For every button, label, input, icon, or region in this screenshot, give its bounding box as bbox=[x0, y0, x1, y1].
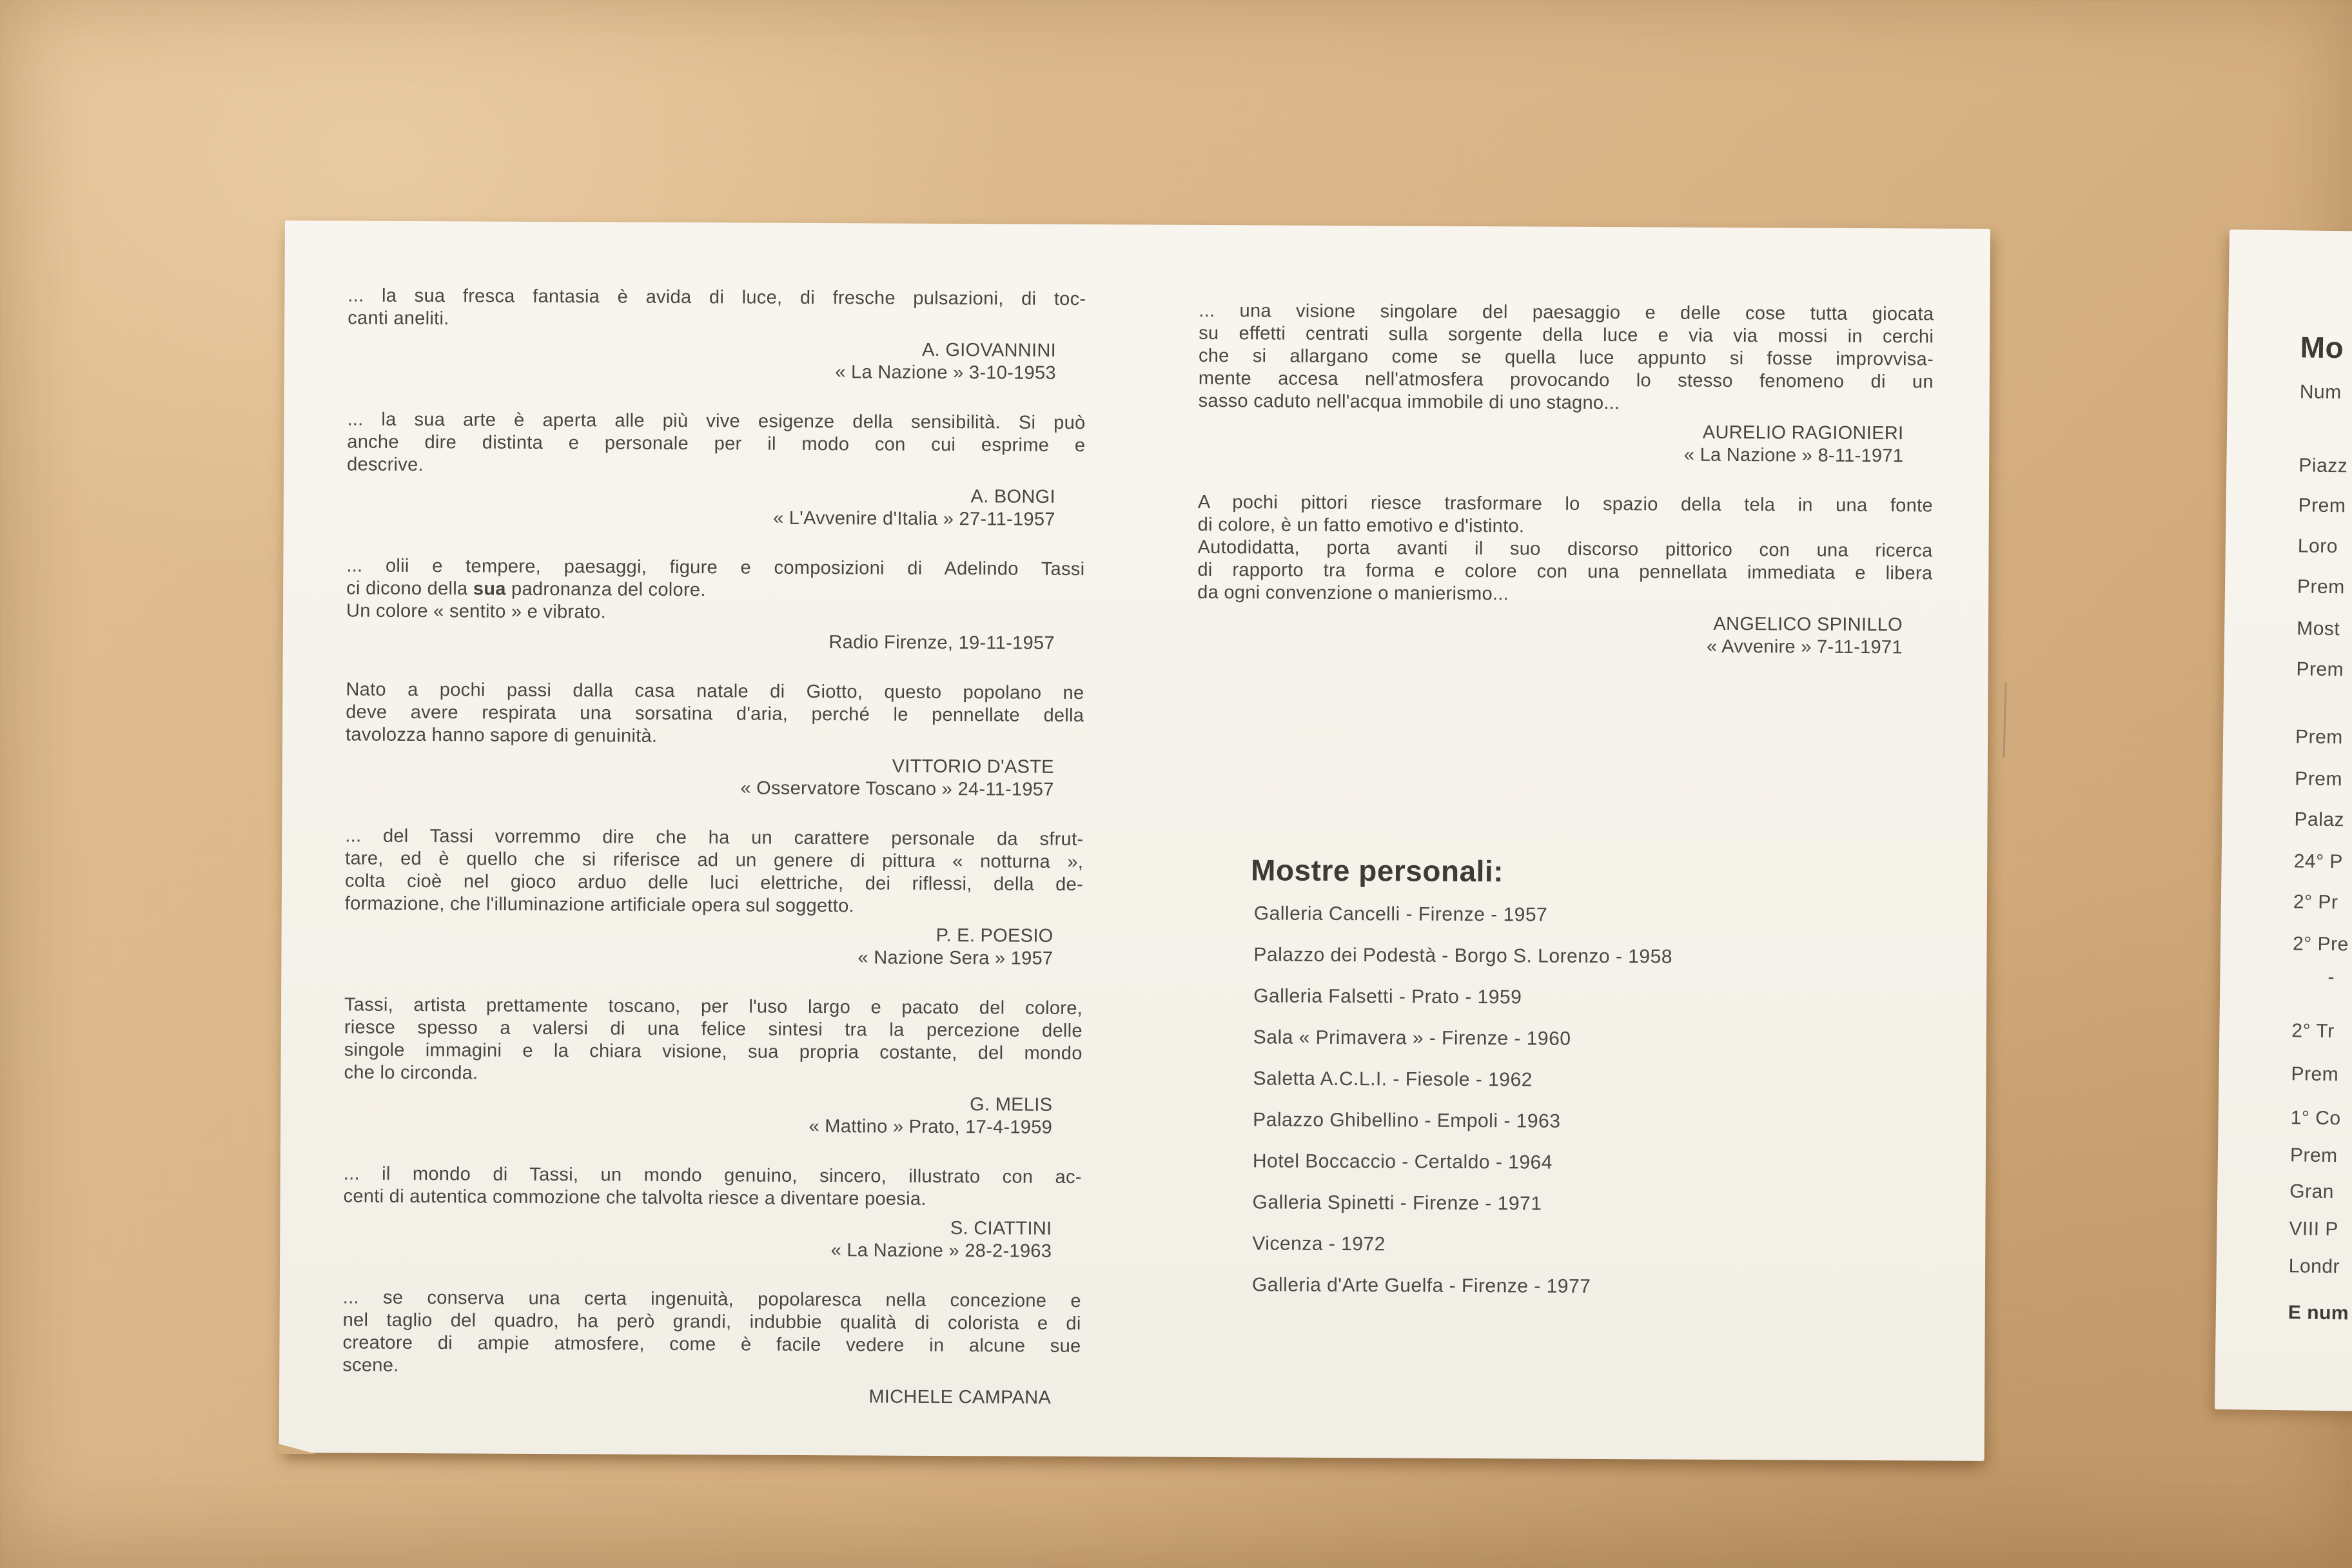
quote-attribution bbox=[347, 482, 1085, 531]
emphasized-word: sua bbox=[473, 578, 506, 600]
attribution-line: « La Nazione » 3-10-1953 bbox=[835, 362, 1056, 384]
mostre-item: Hotel Boccaccio - Certaldo - 1964 bbox=[1252, 1150, 1553, 1173]
right-sheet-fragment: Loro bbox=[2297, 535, 2338, 558]
attribution-line: MICHELE CAMPANA bbox=[868, 1386, 1052, 1408]
attribution-line: A. GIOVANNINI bbox=[921, 339, 1057, 361]
right-sheet-fragment: Num bbox=[2299, 381, 2342, 404]
attribution-line: VITTORIO D'ASTE bbox=[892, 756, 1054, 778]
quote-line: A pochi pittori riesce trasformare lo spazio della tela in una fonte bbox=[1197, 491, 1933, 516]
quote-line: tare, ed è quello che si riferisce ad un genere di pittura « notturna », bbox=[345, 848, 1084, 873]
quote-attribution bbox=[1198, 419, 1933, 468]
attribution-line: « L'Avvenire d'Italia » 27-11-1957 bbox=[772, 507, 1055, 530]
quote-block bbox=[344, 825, 1083, 970]
attribution-line: « La Nazione » 8-11-1971 bbox=[1683, 444, 1904, 467]
quote-line: ... del Tassi vorremmo dire che ha un carattere personale da sfrut- bbox=[345, 825, 1084, 850]
right-sheet-fragment: Palaz bbox=[2294, 808, 2345, 831]
quote-line: singole immagini e la chiara visione, sua propria costante, del mondo bbox=[344, 1039, 1083, 1064]
right-sheet-fragment: 24° P bbox=[2293, 850, 2344, 873]
quote-block bbox=[343, 1162, 1082, 1263]
quote-line: che si allargano come se quella luce appunto si fosse improvvisa- bbox=[1198, 345, 1934, 370]
attribution-line: « Avvenire » 7-11-1971 bbox=[1706, 636, 1903, 658]
quote-line: deve avere respirata una sorsatina d'aria, perché le pennellate della bbox=[346, 701, 1084, 727]
quote-line: riesce spesso a valersi di una felice sintesi tra la percezione delle bbox=[344, 1017, 1083, 1042]
attribution-line: « Osservatore Toscano » 24-11-1957 bbox=[740, 778, 1054, 800]
quote-line: Un colore « sentito » e vibrato. bbox=[346, 600, 607, 623]
quote-line: che lo circonda. bbox=[344, 1062, 478, 1084]
right-sheet-fragment: 2° Tr bbox=[2291, 1020, 2335, 1043]
right-quotes bbox=[1197, 300, 1934, 660]
quote-line: di rapporto tra forma e colore con una pennellata immediata e libera bbox=[1197, 559, 1933, 584]
quote-line: creatore di ampie atmosfere, come è facile vedere in alcune sue bbox=[342, 1332, 1081, 1357]
mostre-item: Galleria d'Arte Guelfa - Firenze - 1977 bbox=[1251, 1274, 1591, 1297]
quote-block bbox=[346, 554, 1085, 655]
mostre-heading: Mostre personali: bbox=[1250, 853, 1504, 888]
right-sheet-fragment: Prem bbox=[2297, 576, 2345, 598]
quote-attribution bbox=[348, 336, 1086, 385]
right-sheet-fragment: Prem bbox=[2295, 726, 2344, 749]
quote-attribution bbox=[1197, 611, 1932, 660]
right-sheet-fragment: Londr bbox=[2288, 1255, 2340, 1278]
quote-line: su effetti centrati sulla sorgente della luce e via via mossi in cerchi bbox=[1199, 322, 1934, 348]
quote-block bbox=[347, 408, 1086, 531]
right-sheet-fragment: Most bbox=[2297, 618, 2340, 640]
mostre-item: Palazzo Ghibellino - Empoli - 1963 bbox=[1253, 1109, 1561, 1132]
quote-line: Nato a pochi passi dalla casa natale di Giotto, questo popolano ne bbox=[346, 679, 1084, 704]
quote-attribution bbox=[346, 629, 1084, 655]
quote-line: da ogni convenzione o manierismo... bbox=[1197, 582, 1509, 605]
quote-text: padronanza del colore. bbox=[505, 578, 706, 601]
right-sheet-fragment: Prem bbox=[2295, 768, 2343, 790]
right-sheet-fragment: Prem bbox=[2291, 1063, 2339, 1086]
quote-line bbox=[346, 577, 1084, 603]
attribution-line: AURELIO RAGIONIERI bbox=[1702, 422, 1904, 444]
mostre-item: Galleria Falsetti - Prato - 1959 bbox=[1253, 985, 1522, 1008]
right-sheet-fragment: E num bbox=[2288, 1302, 2349, 1324]
right-sheet-fragment: Piazz bbox=[2298, 455, 2348, 477]
right-sheet-fragment: Prem bbox=[2298, 495, 2346, 517]
mostre-item: Vicenza - 1972 bbox=[1252, 1233, 1386, 1255]
quote-line: ... il mondo di Tassi, un mondo genuino, sincero, illustrato con ac- bbox=[343, 1163, 1082, 1188]
right-sheet-fragment: Gran bbox=[2289, 1181, 2335, 1203]
quote-line: ... la sua arte è aperta alle più vive esigenze della sensibilità. Si può bbox=[347, 409, 1086, 434]
attribution-line: A. BONGI bbox=[970, 486, 1055, 507]
quote-line: Autodidatta, porta avanti il suo discorso pittorico con una ricerca bbox=[1197, 536, 1933, 562]
quote-line: sasso caduto nell'acqua immobile di uno stagno... bbox=[1198, 390, 1620, 414]
mostre-item: Saletta A.C.L.I. - Fiesole - 1962 bbox=[1253, 1068, 1533, 1091]
quote-block bbox=[1198, 300, 1934, 468]
folded-corner bbox=[278, 1444, 317, 1454]
quote-line: formazione, che l'illuminazione artificiale opera sul soggetto. bbox=[344, 893, 855, 917]
quote-block bbox=[1197, 491, 1933, 660]
attribution-line: « Mattino » Prato, 17-4-1959 bbox=[808, 1115, 1053, 1138]
quote-line: mente accesa nell'atmosfera provocando lo stesso fenomeno di un bbox=[1198, 368, 1934, 393]
quote-line: descrive. bbox=[347, 454, 424, 476]
right-sheet-fragment: 2° Pre bbox=[2292, 933, 2349, 956]
attribution-line: ANGELICO SPINILLO bbox=[1713, 613, 1903, 636]
attribution-line: « La Nazione » 28-2-1963 bbox=[830, 1240, 1052, 1262]
right-sheet-fragment: 2° Pr bbox=[2293, 891, 2338, 914]
attribution-line: « Nazione Sera » 1957 bbox=[858, 947, 1054, 969]
mostre-item: Galleria Cancelli - Firenze - 1957 bbox=[1253, 903, 1548, 926]
quote-line: di colore, è un fatto emotivo e d'istinto. bbox=[1197, 514, 1525, 537]
right-sheet-fragment: 1° Co bbox=[2290, 1107, 2341, 1130]
quote-line: colta cioè nel gioco arduo delle luci elettriche, dei riflessi, della de- bbox=[344, 870, 1084, 896]
mostre-item: Galleria Spinetti - Firenze - 1971 bbox=[1252, 1191, 1542, 1215]
quote-block bbox=[348, 284, 1086, 385]
right-sheet-fragment: - bbox=[2328, 966, 2335, 988]
quote-line: ... la sua fresca fantasia è avida di luce, di fresche pulsazioni, di toc- bbox=[348, 285, 1086, 310]
mostre-item: Sala « Primavera » - Firenze - 1960 bbox=[1253, 1026, 1571, 1050]
right-column bbox=[1194, 300, 1934, 1309]
right-sheet-fragment: VIII P bbox=[2289, 1218, 2339, 1240]
mostre-item: Palazzo dei Podestà - Borgo S. Lorenzo - 1958 bbox=[1253, 944, 1673, 968]
quote-block bbox=[344, 994, 1083, 1139]
attribution-line: Radio Firenze, 19-11-1957 bbox=[828, 632, 1055, 654]
mostre-list bbox=[1252, 893, 1931, 1309]
quote-attribution bbox=[344, 921, 1083, 970]
right-sheet bbox=[2215, 230, 2352, 1413]
quote-line: scene. bbox=[342, 1355, 399, 1376]
quote-attribution bbox=[342, 1383, 1081, 1409]
quote-line: nel taglio del quadro, ha però grandi, indubbie qualità di colorista e di bbox=[342, 1309, 1081, 1335]
quote-line: ... una visione singolare del paesaggio e delle cose tutta giocata bbox=[1199, 300, 1934, 325]
quote-attribution bbox=[344, 1090, 1082, 1139]
left-column bbox=[342, 284, 1086, 1436]
attribution-line: S. CIATTINI bbox=[950, 1218, 1052, 1239]
main-sheet bbox=[279, 220, 1990, 1461]
right-sheet-fragment: Mo bbox=[2300, 330, 2344, 365]
quote-line: centi di autentica commozione che talvolta riesce a diventare poesia. bbox=[343, 1186, 926, 1210]
attribution-line: P. E. POESIO bbox=[936, 925, 1054, 946]
quote-line: tavolozza hanno sapore di genuinità. bbox=[346, 724, 658, 747]
quote-block bbox=[342, 1286, 1081, 1409]
quote-line: anche dire distinta e personale per il modo con cui esprime e bbox=[347, 431, 1086, 456]
cardboard-fiber bbox=[2003, 682, 2006, 758]
quote-line: ... olii e tempere, paesaggi, figure e composizioni di Adelindo Tassi bbox=[346, 555, 1085, 580]
quote-line: canti aneliti. bbox=[348, 308, 449, 329]
attribution-line: G. MELIS bbox=[970, 1094, 1053, 1115]
quote-line: Tassi, artista prettamente toscano, per l'uso largo e pacato del colore, bbox=[344, 994, 1083, 1019]
right-sheet-fragment: Prem bbox=[2296, 658, 2344, 681]
quote-line: ... se conserva una certa ingenuità, popolaresca nella concezione e bbox=[342, 1287, 1081, 1312]
quote-attribution bbox=[346, 752, 1084, 801]
quote-text: ci dicono della bbox=[346, 578, 473, 600]
right-sheet-fragment: Prem bbox=[2289, 1144, 2338, 1167]
quote-attribution bbox=[343, 1214, 1081, 1263]
quote-block bbox=[346, 678, 1084, 801]
